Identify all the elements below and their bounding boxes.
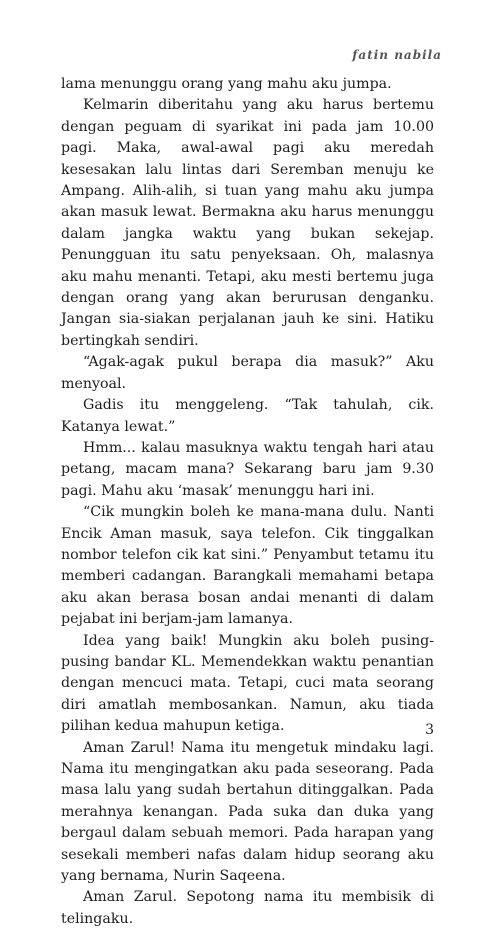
- paragraph: Idea yang baik! Mungkin aku boleh pusing-pusing bandar KL. Memendekkan waktu penantian dengan mencuci mata. Tetapi, cuci mata seorang diri amatlah membosankan. Namun, aku tiada pilihan kedua mahupun ketiga.: [61, 632, 434, 735]
- paragraph: Hmm... kalau masuknya waktu tengah hari atau petang, macam mana? Sekarang baru jam 9.30 pagi. Mahu aku ‘masak’ menunggu hari ini.: [61, 439, 434, 499]
- paragraph: Kelmarin diberitahu yang aku harus bertemu dengan peguam di syarikat ini pada jam 10.00 pagi. Maka, awal-awal pagi aku meredah kesesakan lalu lintas dari Seremban menuju ke Ampang. Alih-alih, si tuan yang mahu aku jumpa akan masuk lewat. Bermakna aku harus menunggu dalam jangka waktu yang bukan sekejap. Penungguan itu satu penyeksaan. Oh, malasnya aku mahu menanti. Tetapi, aku mesti bertemu juga dengan orang yang akan berurusan denganku. Jangan sia-siakan perjalanan jauh ke sini. Hatiku bertingkah sendiri.: [61, 97, 434, 349]
- paragraph: Aman Zarul. Sepotong nama itu membisik di telingaku.: [61, 889, 434, 927]
- running-head-author: fatin nabila: [352, 48, 442, 62]
- page-number: 3: [425, 722, 434, 738]
- paragraph: Aman Zarul! Nama itu mengetuk mindaku lagi. Nama itu mengingatkan aku pada seseorang. Pada masa lalu yang sudah bertahun ditinggalkan. Pada merahnya kenangan. Pada suka dan duka yang bergaul dalam sebuah memori. Pada harapan yang sesekali memberi nafas dalam hidup seorang aku yang bernama, Nurin Saqeena.: [61, 739, 434, 885]
- paragraph: lama menunggu orang yang mahu aku jumpa.: [61, 76, 392, 92]
- paragraph: “Agak-agak pukul berapa dia masuk?” Aku menyoal.: [61, 354, 434, 392]
- paragraph: Gadis itu menggeleng. “Tak tahulah, cik. Katanya lewat.”: [61, 397, 434, 435]
- paragraph: “Cik mungkin boleh ke mana-mana dulu. Nanti Encik Aman masuk, saya telefon. Cik tinggalkan nombor telefon cik kat sini.” Penyambut tetamu itu memberi cadangan. Barangkali memahami betapa aku akan berasa bosan andai menanti di dalam pejabat ini berjam-jam lamanya.: [61, 504, 434, 628]
- body-text: [61, 74, 434, 930]
